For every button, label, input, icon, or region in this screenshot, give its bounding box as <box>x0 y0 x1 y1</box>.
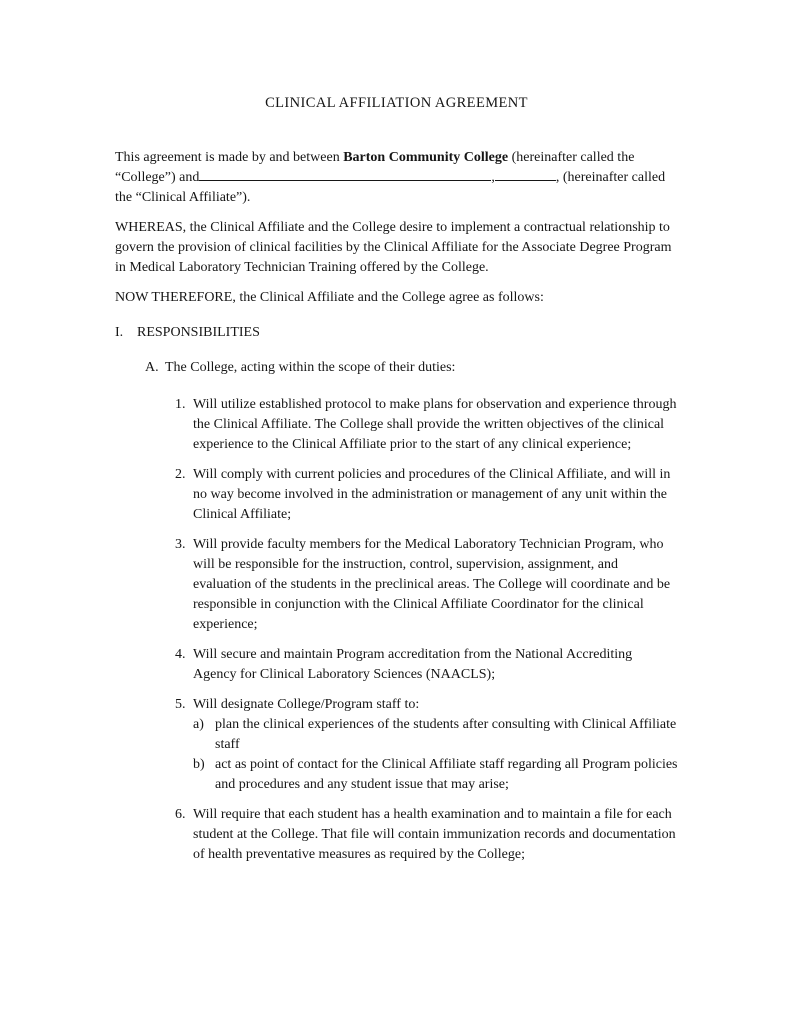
list-item-2-text: Will comply with current policies and procedures of the Clinical Affiliate, and will in no way become involved in the administration or management of any unit within the Clinical Affiliate; <box>193 467 671 522</box>
subitem-b-text: act as point of contact for the Clinical Affiliate staff regarding all Program policies and procedures and any student issue that may arise; <box>215 757 678 792</box>
list-item-1-text: Will utilize established protocol to make plans for observation and experience through the Clinical Affiliate. The College shall provide the written objectives of the clinical experience to the Clinical Affiliate prior to the start of any clinical experience; <box>193 397 677 452</box>
list-item-5-text: Will designate College/Program staff to: <box>193 697 420 712</box>
list-item-6-text: Will require that each student has a health examination and to maintain a file for each student at the College. That file will contain immunization records and documentation of health preventative measures as required by the College; <box>193 807 676 862</box>
document-title: CLINICAL AFFILIATION AGREEMENT <box>265 95 528 111</box>
now-therefore-paragraph: NOW THEREFORE, the Clinical Affiliate and the College agree as follows: <box>115 290 544 305</box>
list-item-3-text: Will provide faculty members for the Medical Laboratory Technician Program, who will be responsible for the instruction, control, supervision, assignment, and evaluation of the students in the preclinical areas. The College will coordinate and be responsible in conjunction with the Clinical Affiliate Coordinator for the clinical experience; <box>193 537 671 632</box>
intro-paragraph <box>115 148 678 208</box>
list-item-5-body <box>193 695 678 795</box>
list-item-5 <box>175 695 678 795</box>
intro-comma-2: , <box>555 170 560 185</box>
list-item-4-number: 4. <box>175 647 186 662</box>
subsection-a-label: A. <box>145 360 159 375</box>
intro-comma-1: , <box>491 170 495 185</box>
subitem-a-text: plan the clinical experiences of the students after consulting with Clinical Affiliate staff <box>215 717 677 752</box>
list-item-2 <box>175 465 678 525</box>
subitem-a-label: a) <box>193 717 204 732</box>
list-item-3 <box>175 535 678 635</box>
section-1-heading <box>115 323 678 343</box>
list-item-6-number: 6. <box>175 807 186 822</box>
list-item-4-text: Will secure and maintain Program accreditation from the National Accrediting Agency for Clinical Laboratory Sciences (NAACLS); <box>193 647 633 682</box>
list-item-3-number: 3. <box>175 537 186 552</box>
list-item-5-subitem-b <box>193 755 678 795</box>
subitem-b-label: b) <box>193 757 205 772</box>
subsection-a-title: The College, acting within the scope of their duties: <box>165 360 456 375</box>
subsection-a-heading <box>145 358 678 378</box>
clinical-affiliate-date-blank[interactable] <box>495 168 556 181</box>
clinical-affiliate-name-blank[interactable] <box>199 168 491 181</box>
whereas-paragraph: WHEREAS, the Clinical Affiliate and the College desire to implement a contractual relationship to govern the provision of clinical facilities by the Clinical Affiliate for the Associate Degree Program in Medical Laboratory Technician Training offered by the College. <box>115 220 672 275</box>
list-item-1 <box>175 395 678 455</box>
list-item-6 <box>175 805 678 865</box>
intro-lead: This agreement is made by and between <box>115 150 344 165</box>
intro-after-name: (hereinafter called the “College”) and <box>115 150 635 185</box>
list-item-4 <box>175 645 678 685</box>
college-name: Barton Community College <box>343 150 509 165</box>
section-1-number: I. <box>115 325 124 340</box>
intro-tail: (hereinafter called the “Clinical Affiliate”). <box>115 170 666 205</box>
list-item-1-number: 1. <box>175 397 186 412</box>
list-item-5-number: 5. <box>175 697 186 712</box>
section-1-title: RESPONSIBILITIES <box>137 325 260 340</box>
list-item-5-subitem-a <box>193 715 678 755</box>
list-item-2-number: 2. <box>175 467 186 482</box>
